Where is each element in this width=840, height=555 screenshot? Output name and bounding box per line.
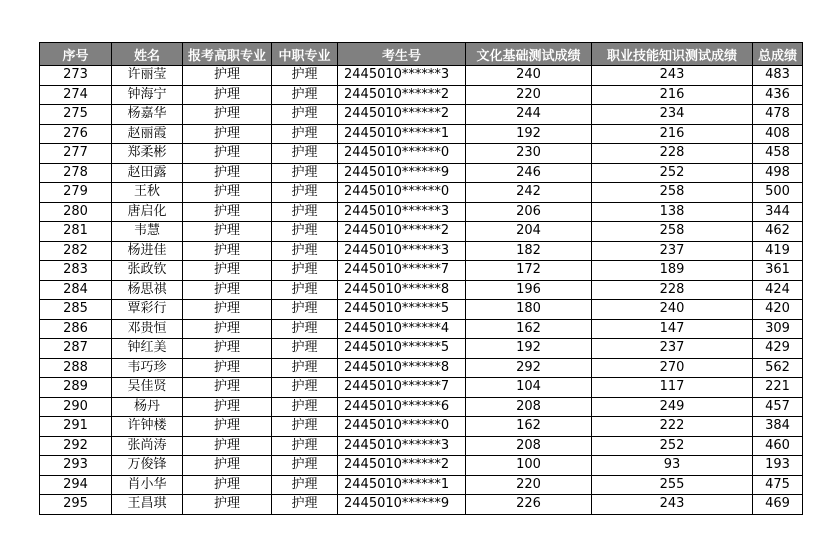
secondary-major-cell: 护理	[272, 124, 338, 144]
secondary-major-cell: 护理	[272, 222, 338, 242]
table-row	[40, 202, 803, 222]
name-cell: 杨进佳	[112, 241, 183, 261]
exam-number-cell: 2445010******1	[338, 124, 466, 144]
applied-major-cell: 护理	[183, 105, 272, 125]
total-score-cell: 500	[753, 183, 803, 203]
skill-score-cell: 243	[592, 66, 753, 86]
skill-score-cell: 228	[592, 144, 753, 164]
serial-cell: 275	[40, 105, 112, 125]
exam-number-cell: 2445010******0	[338, 417, 466, 437]
skill-score-cell: 258	[592, 222, 753, 242]
table-row	[40, 436, 803, 456]
name-cell: 万俊锋	[112, 456, 183, 476]
secondary-major-cell: 护理	[272, 144, 338, 164]
serial-cell: 280	[40, 202, 112, 222]
table-row	[40, 358, 803, 378]
exam-number-cell: 2445010******2	[338, 456, 466, 476]
skill-score-cell: 243	[592, 495, 753, 515]
total-score-cell: 458	[753, 144, 803, 164]
name-cell: 肖小华	[112, 475, 183, 495]
table-row	[40, 222, 803, 242]
secondary-major-cell: 护理	[272, 241, 338, 261]
total-score-cell: 408	[753, 124, 803, 144]
name-cell: 杨丹	[112, 397, 183, 417]
table-row	[40, 124, 803, 144]
applied-major-cell: 护理	[183, 163, 272, 183]
total-score-cell: 478	[753, 105, 803, 125]
total-score-cell: 221	[753, 378, 803, 398]
secondary-major-cell: 护理	[272, 183, 338, 203]
total-score-cell: 475	[753, 475, 803, 495]
serial-cell: 273	[40, 66, 112, 86]
header-total-score: 总成绩	[753, 43, 803, 66]
name-cell: 张政钦	[112, 261, 183, 281]
culture-score-cell: 244	[466, 105, 592, 125]
secondary-major-cell: 护理	[272, 436, 338, 456]
table-row	[40, 105, 803, 125]
exam-number-cell: 2445010******4	[338, 319, 466, 339]
total-score-cell: 436	[753, 85, 803, 105]
serial-cell: 288	[40, 358, 112, 378]
name-cell: 许丽莹	[112, 66, 183, 86]
table-row	[40, 183, 803, 203]
applied-major-cell: 护理	[183, 495, 272, 515]
name-cell: 王秋	[112, 183, 183, 203]
name-cell: 张尚涛	[112, 436, 183, 456]
secondary-major-cell: 护理	[272, 456, 338, 476]
table-body	[40, 66, 803, 515]
exam-number-cell: 2445010******3	[338, 66, 466, 86]
total-score-cell: 457	[753, 397, 803, 417]
total-score-cell: 498	[753, 163, 803, 183]
name-cell: 杨嘉华	[112, 105, 183, 125]
culture-score-cell: 240	[466, 66, 592, 86]
skill-score-cell: 252	[592, 163, 753, 183]
secondary-major-cell: 护理	[272, 319, 338, 339]
serial-cell: 276	[40, 124, 112, 144]
culture-score-cell: 104	[466, 378, 592, 398]
name-cell: 韦巧珍	[112, 358, 183, 378]
secondary-major-cell: 护理	[272, 105, 338, 125]
serial-cell: 279	[40, 183, 112, 203]
culture-score-cell: 220	[466, 475, 592, 495]
skill-score-cell: 237	[592, 241, 753, 261]
serial-cell: 281	[40, 222, 112, 242]
secondary-major-cell: 护理	[272, 397, 338, 417]
table-row	[40, 241, 803, 261]
total-score-cell: 424	[753, 280, 803, 300]
total-score-cell: 462	[753, 222, 803, 242]
culture-score-cell: 162	[466, 319, 592, 339]
serial-cell: 277	[40, 144, 112, 164]
skill-score-cell: 189	[592, 261, 753, 281]
secondary-major-cell: 护理	[272, 339, 338, 359]
table-row	[40, 397, 803, 417]
name-cell: 钟红美	[112, 339, 183, 359]
applied-major-cell: 护理	[183, 475, 272, 495]
applied-major-cell: 护理	[183, 339, 272, 359]
applied-major-cell: 护理	[183, 456, 272, 476]
exam-number-cell: 2445010******2	[338, 105, 466, 125]
name-cell: 邓贵恒	[112, 319, 183, 339]
culture-score-cell: 192	[466, 339, 592, 359]
applied-major-cell: 护理	[183, 378, 272, 398]
header-row	[40, 43, 803, 66]
table-row	[40, 378, 803, 398]
exam-number-cell: 2445010******0	[338, 144, 466, 164]
skill-score-cell: 216	[592, 124, 753, 144]
exam-number-cell: 2445010******8	[338, 358, 466, 378]
skill-score-cell: 270	[592, 358, 753, 378]
table-row	[40, 85, 803, 105]
table-row	[40, 144, 803, 164]
header-applied-major: 报考高职专业	[183, 43, 272, 66]
skill-score-cell: 147	[592, 319, 753, 339]
serial-cell: 287	[40, 339, 112, 359]
serial-cell: 274	[40, 85, 112, 105]
header-serial: 序号	[40, 43, 112, 66]
total-score-cell: 469	[753, 495, 803, 515]
culture-score-cell: 162	[466, 417, 592, 437]
applied-major-cell: 护理	[183, 124, 272, 144]
table-row	[40, 417, 803, 437]
culture-score-cell: 208	[466, 397, 592, 417]
culture-score-cell: 220	[466, 85, 592, 105]
skill-score-cell: 234	[592, 105, 753, 125]
header-secondary-major: 中职专业	[272, 43, 338, 66]
total-score-cell: 309	[753, 319, 803, 339]
total-score-cell: 419	[753, 241, 803, 261]
exam-number-cell: 2445010******8	[338, 280, 466, 300]
culture-score-cell: 226	[466, 495, 592, 515]
skill-score-cell: 240	[592, 300, 753, 320]
total-score-cell: 460	[753, 436, 803, 456]
culture-score-cell: 208	[466, 436, 592, 456]
secondary-major-cell: 护理	[272, 417, 338, 437]
name-cell: 王昌琪	[112, 495, 183, 515]
skill-score-cell: 138	[592, 202, 753, 222]
header-culture-score: 文化基础测试成绩	[466, 43, 592, 66]
skill-score-cell: 228	[592, 280, 753, 300]
exam-number-cell: 2445010******7	[338, 378, 466, 398]
applied-major-cell: 护理	[183, 436, 272, 456]
exam-number-cell: 2445010******3	[338, 241, 466, 261]
serial-cell: 282	[40, 241, 112, 261]
exam-number-cell: 2445010******2	[338, 222, 466, 242]
applied-major-cell: 护理	[183, 358, 272, 378]
table-row	[40, 319, 803, 339]
secondary-major-cell: 护理	[272, 202, 338, 222]
table-row	[40, 339, 803, 359]
table-row	[40, 456, 803, 476]
table-row	[40, 475, 803, 495]
applied-major-cell: 护理	[183, 300, 272, 320]
culture-score-cell: 100	[466, 456, 592, 476]
culture-score-cell: 292	[466, 358, 592, 378]
applied-major-cell: 护理	[183, 85, 272, 105]
exam-number-cell: 2445010******3	[338, 202, 466, 222]
secondary-major-cell: 护理	[272, 163, 338, 183]
serial-cell: 294	[40, 475, 112, 495]
total-score-cell: 384	[753, 417, 803, 437]
table-row	[40, 300, 803, 320]
name-cell: 韦慧	[112, 222, 183, 242]
skill-score-cell: 255	[592, 475, 753, 495]
table-row	[40, 495, 803, 515]
total-score-cell: 344	[753, 202, 803, 222]
exam-number-cell: 2445010******1	[338, 475, 466, 495]
serial-cell: 286	[40, 319, 112, 339]
total-score-cell: 361	[753, 261, 803, 281]
secondary-major-cell: 护理	[272, 495, 338, 515]
header-name: 姓名	[112, 43, 183, 66]
serial-cell: 285	[40, 300, 112, 320]
applied-major-cell: 护理	[183, 319, 272, 339]
skill-score-cell: 258	[592, 183, 753, 203]
name-cell: 覃彩行	[112, 300, 183, 320]
serial-cell: 291	[40, 417, 112, 437]
serial-cell: 290	[40, 397, 112, 417]
applied-major-cell: 护理	[183, 144, 272, 164]
name-cell: 杨思祺	[112, 280, 183, 300]
culture-score-cell: 182	[466, 241, 592, 261]
name-cell: 赵田露	[112, 163, 183, 183]
applied-major-cell: 护理	[183, 417, 272, 437]
name-cell: 唐启化	[112, 202, 183, 222]
culture-score-cell: 246	[466, 163, 592, 183]
skill-score-cell: 252	[592, 436, 753, 456]
exam-number-cell: 2445010******7	[338, 261, 466, 281]
secondary-major-cell: 护理	[272, 280, 338, 300]
exam-number-cell: 2445010******9	[338, 163, 466, 183]
name-cell: 赵丽霞	[112, 124, 183, 144]
serial-cell: 283	[40, 261, 112, 281]
culture-score-cell: 206	[466, 202, 592, 222]
secondary-major-cell: 护理	[272, 300, 338, 320]
secondary-major-cell: 护理	[272, 358, 338, 378]
applied-major-cell: 护理	[183, 280, 272, 300]
secondary-major-cell: 护理	[272, 378, 338, 398]
culture-score-cell: 242	[466, 183, 592, 203]
total-score-cell: 429	[753, 339, 803, 359]
scores-table	[39, 42, 803, 515]
skill-score-cell: 93	[592, 456, 753, 476]
name-cell: 郑柔彬	[112, 144, 183, 164]
applied-major-cell: 护理	[183, 66, 272, 86]
name-cell: 许钟楼	[112, 417, 183, 437]
total-score-cell: 420	[753, 300, 803, 320]
serial-cell: 284	[40, 280, 112, 300]
header-exam-number: 考生号	[338, 43, 466, 66]
exam-number-cell: 2445010******5	[338, 339, 466, 359]
table-row	[40, 261, 803, 281]
exam-number-cell: 2445010******9	[338, 495, 466, 515]
skill-score-cell: 117	[592, 378, 753, 398]
skill-score-cell: 249	[592, 397, 753, 417]
serial-cell: 278	[40, 163, 112, 183]
secondary-major-cell: 护理	[272, 66, 338, 86]
secondary-major-cell: 护理	[272, 475, 338, 495]
applied-major-cell: 护理	[183, 261, 272, 281]
applied-major-cell: 护理	[183, 241, 272, 261]
skill-score-cell: 222	[592, 417, 753, 437]
applied-major-cell: 护理	[183, 222, 272, 242]
serial-cell: 289	[40, 378, 112, 398]
exam-number-cell: 2445010******3	[338, 436, 466, 456]
serial-cell: 292	[40, 436, 112, 456]
table-row	[40, 280, 803, 300]
culture-score-cell: 204	[466, 222, 592, 242]
skill-score-cell: 216	[592, 85, 753, 105]
exam-number-cell: 2445010******6	[338, 397, 466, 417]
culture-score-cell: 196	[466, 280, 592, 300]
total-score-cell: 562	[753, 358, 803, 378]
serial-cell: 293	[40, 456, 112, 476]
total-score-cell: 193	[753, 456, 803, 476]
exam-number-cell: 2445010******0	[338, 183, 466, 203]
culture-score-cell: 172	[466, 261, 592, 281]
name-cell: 钟海宁	[112, 85, 183, 105]
applied-major-cell: 护理	[183, 397, 272, 417]
header-skill-score: 职业技能知识测试成绩	[592, 43, 753, 66]
skill-score-cell: 237	[592, 339, 753, 359]
secondary-major-cell: 护理	[272, 261, 338, 281]
exam-number-cell: 2445010******2	[338, 85, 466, 105]
culture-score-cell: 180	[466, 300, 592, 320]
applied-major-cell: 护理	[183, 183, 272, 203]
culture-score-cell: 230	[466, 144, 592, 164]
exam-number-cell: 2445010******5	[338, 300, 466, 320]
table-row	[40, 66, 803, 86]
name-cell: 吴佳贤	[112, 378, 183, 398]
culture-score-cell: 192	[466, 124, 592, 144]
total-score-cell: 483	[753, 66, 803, 86]
applied-major-cell: 护理	[183, 202, 272, 222]
table-row	[40, 163, 803, 183]
secondary-major-cell: 护理	[272, 85, 338, 105]
serial-cell: 295	[40, 495, 112, 515]
